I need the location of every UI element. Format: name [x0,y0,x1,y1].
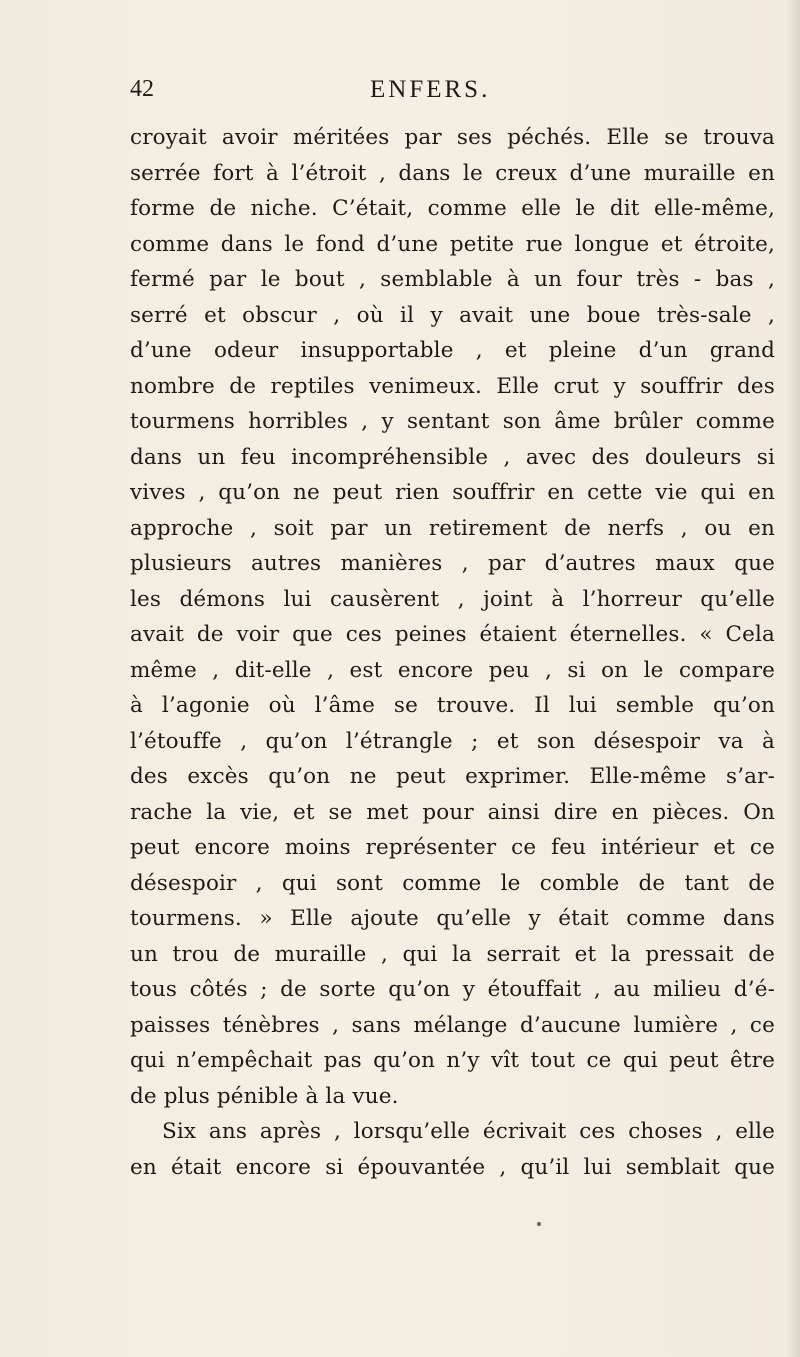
text-line: approche , soit par un retirement de nerfs , ou en [130,515,775,541]
text-line: plusieurs autres manières , par d’autres maux que [130,551,775,576]
text-line: à l’agonie où l’âme se trouve. Il lui semble qu’on [130,693,775,718]
text-line: désespoir , qui sont comme le comble de tant de [130,870,775,896]
text-line: même , dit-elle , est encore peu , si on le compare [130,657,775,683]
text-line: serrée fort à l’étroit , dans le creux d’une muraille en [130,160,775,186]
text-line: peut encore moins représenter ce feu intérieur et ce [130,835,775,860]
text-line: serré et obscur , où il y avait une boue très-sale , [130,302,775,328]
text-line: d’une odeur insupportable , et pleine d’un grand [130,338,775,363]
text-line: paisses ténèbres , sans mélange d’aucune lumière , ce [130,1012,775,1038]
text-line: avait de voir que ces peines étaient éternelles. « Cela [130,622,775,647]
text-line: nombre de reptiles venimeux. Elle crut y souffrir des [130,373,775,399]
text-line: forme de niche. C’était, comme elle le dit elle-même, [130,196,775,221]
body-text [130,120,775,1185]
ink-speck [537,1222,541,1226]
text-line: qui n’empêchait pas qu’on n’y vît tout ce qui peut être [130,1048,775,1073]
page-number: 42 [130,76,154,102]
text-line: un trou de muraille , qui la serrait et la pressait de [130,941,775,967]
page-header [130,76,770,110]
page-edge-shadow [786,0,800,1357]
text-line: fermé par le bout , semblable à un four très - bas , [130,267,775,292]
text-line: croyait avoir méritées par ses péchés. Elle se trouva [130,125,775,150]
text-line: Six ans après , lorsqu’elle écrivait ces choses , elle [162,1119,775,1144]
text-line: tourmens horribles , y sentant son âme brûler comme [130,409,775,434]
text-line: tourmens. » Elle ajoute qu’elle y était comme dans [130,906,775,931]
running-head: ENFERS. [370,76,491,103]
text-line: de plus pénible à la vue. [130,1083,399,1109]
text-line: l’étouffe , qu’on l’étrangle ; et son désespoir va à [130,728,775,754]
text-line: dans un feu incompréhensible , avec des douleurs si [130,444,775,470]
text-line: rache la vie, et se met pour ainsi dire en pièces. On [130,799,775,825]
text-line: vives , qu’on ne peut rien souffrir en cette vie qui en [130,480,775,505]
text-line: les démons lui causèrent , joint à l’horreur qu’elle [130,586,775,612]
text-line: tous côtés ; de sorte qu’on y étouffait , au milieu d’é- [130,977,775,1002]
text-line: des excès qu’on ne peut exprimer. Elle-même s’ar- [130,764,775,789]
text-line: en était encore si épouvantée , qu’il lui semblait que [130,1154,775,1180]
text-line: comme dans le fond d’une petite rue longue et étroite, [130,231,775,257]
